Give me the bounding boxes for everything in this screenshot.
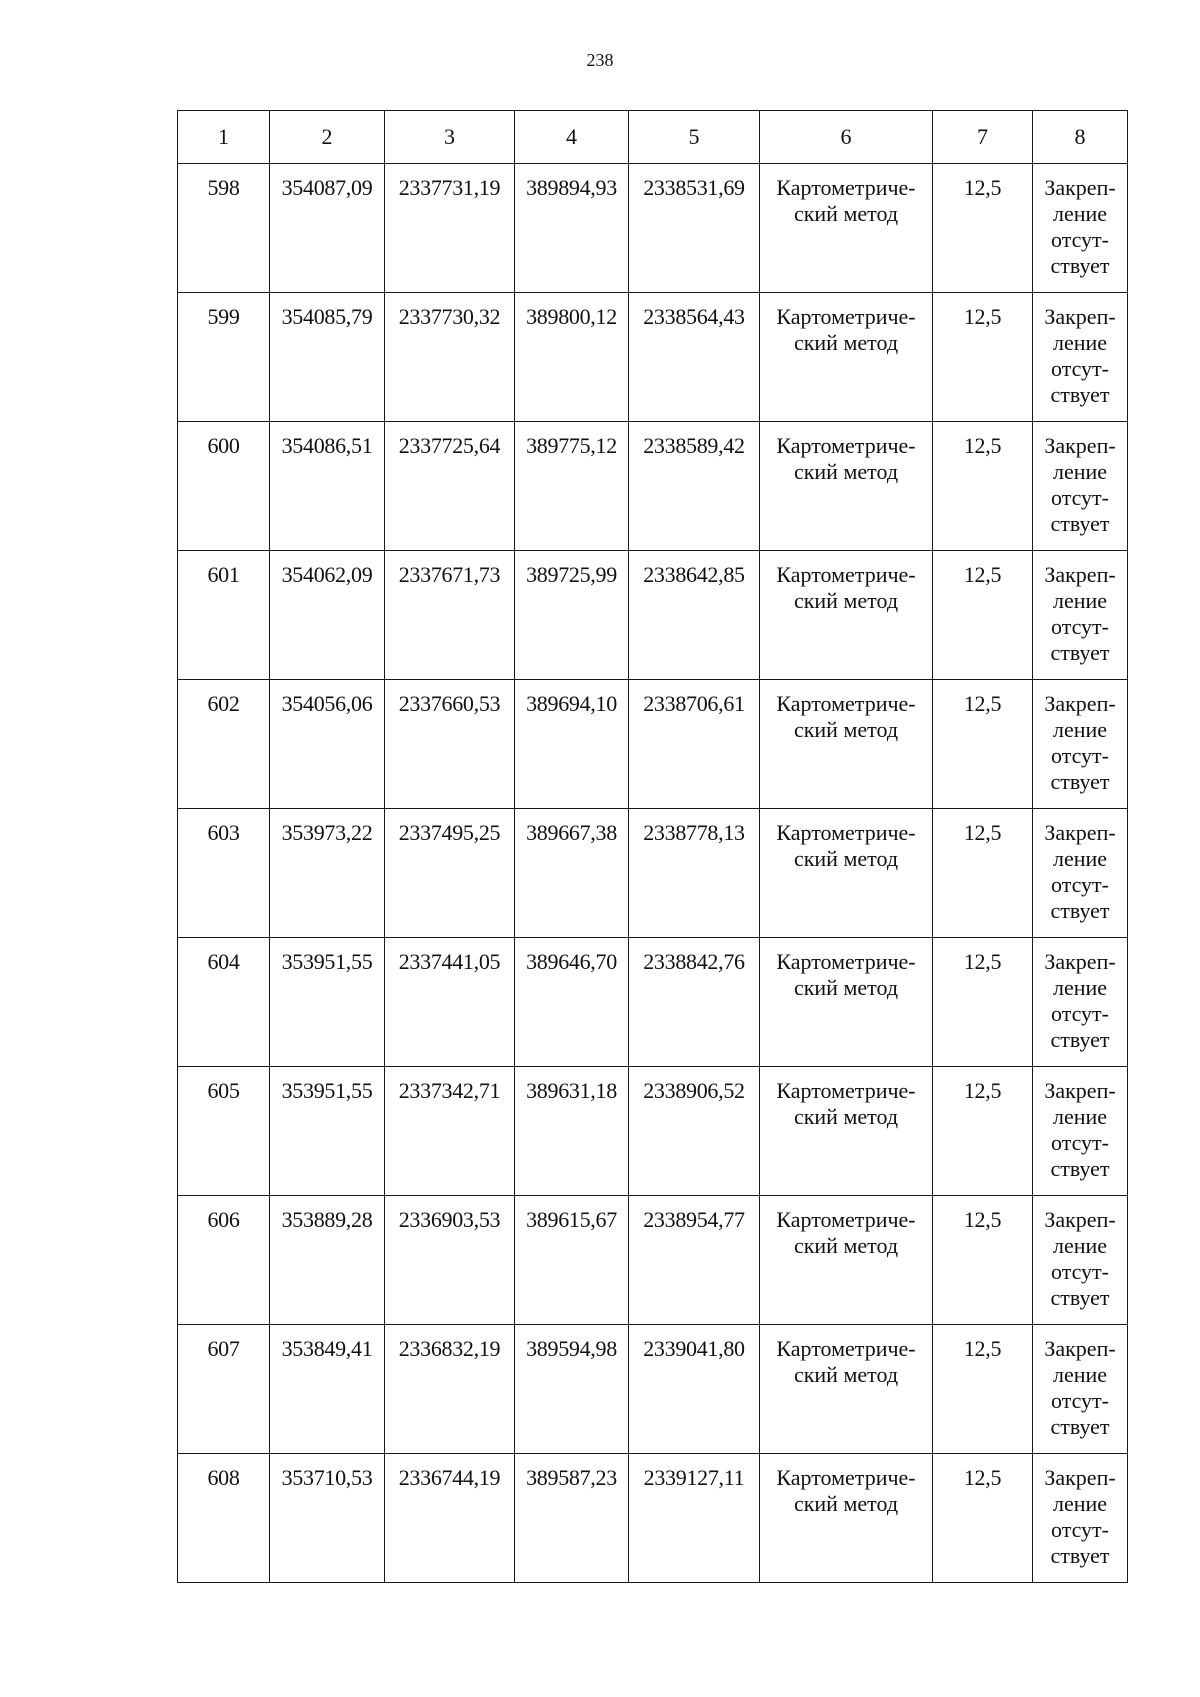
column-header: 2 xyxy=(270,111,385,164)
coordinate-cell: 353951,55 xyxy=(270,938,385,1067)
accuracy-cell: 12,5 xyxy=(933,1196,1033,1325)
method-cell xyxy=(760,1196,933,1325)
method-cell xyxy=(760,680,933,809)
fixation-line: ление xyxy=(1052,846,1108,871)
table-row xyxy=(178,938,1128,1067)
table-row xyxy=(178,1067,1128,1196)
fixation-line: Закреп- xyxy=(1044,304,1116,329)
column-header: 6 xyxy=(760,111,933,164)
fixation-line: ствует xyxy=(1050,1156,1110,1181)
coordinate-cell: 2338954,77 xyxy=(629,1196,760,1325)
column-header: 1 xyxy=(178,111,270,164)
method-cell xyxy=(760,422,933,551)
table-row xyxy=(178,809,1128,938)
coordinate-cell: 389615,67 xyxy=(515,1196,629,1325)
coordinate-cell: 2337671,73 xyxy=(385,551,515,680)
coordinate-cell: 2336832,19 xyxy=(385,1325,515,1454)
fixation-line: отсут- xyxy=(1050,485,1109,510)
method-line: Картометриче- xyxy=(776,1465,916,1490)
fixation-cell xyxy=(1033,1454,1128,1583)
coordinate-cell: 2337342,71 xyxy=(385,1067,515,1196)
method-line: ский метод xyxy=(793,975,899,1000)
fixation-line: отсут- xyxy=(1050,1388,1109,1413)
fixation-cell xyxy=(1033,809,1128,938)
table-row xyxy=(178,1325,1128,1454)
column-header: 8 xyxy=(1033,111,1128,164)
coordinate-cell: 2339041,80 xyxy=(629,1325,760,1454)
method-cell xyxy=(760,1325,933,1454)
fixation-cell xyxy=(1033,1196,1128,1325)
fixation-line: Закреп- xyxy=(1044,433,1116,458)
column-header: 5 xyxy=(629,111,760,164)
method-line: Картометриче- xyxy=(776,304,916,329)
fixation-line: ление xyxy=(1052,1104,1108,1129)
fixation-line: Закреп- xyxy=(1044,175,1116,200)
table-row xyxy=(178,1454,1128,1583)
coordinate-cell: 2337441,05 xyxy=(385,938,515,1067)
accuracy-cell: 12,5 xyxy=(933,164,1033,293)
accuracy-cell: 12,5 xyxy=(933,1454,1033,1583)
fixation-cell xyxy=(1033,164,1128,293)
coordinate-cell: 2338706,61 xyxy=(629,680,760,809)
point-number-cell: 602 xyxy=(178,680,270,809)
fixation-line: отсут- xyxy=(1050,872,1109,897)
fixation-line: отсут- xyxy=(1050,614,1109,639)
point-number-cell: 604 xyxy=(178,938,270,1067)
coordinate-cell: 354087,09 xyxy=(270,164,385,293)
fixation-line: отсут- xyxy=(1050,1130,1109,1155)
fixation-line: отсут- xyxy=(1050,1001,1109,1026)
fixation-line: ление xyxy=(1052,1233,1108,1258)
method-line: Картометриче- xyxy=(776,691,916,716)
fixation-line: ствует xyxy=(1050,640,1110,665)
table-body xyxy=(178,164,1128,1583)
accuracy-cell: 12,5 xyxy=(933,938,1033,1067)
point-number-cell: 598 xyxy=(178,164,270,293)
coordinate-cell: 2338564,43 xyxy=(629,293,760,422)
method-line: ский метод xyxy=(793,459,899,484)
page-number: 238 xyxy=(586,50,614,70)
table-row xyxy=(178,293,1128,422)
method-cell xyxy=(760,164,933,293)
fixation-cell xyxy=(1033,293,1128,422)
fixation-line: Закреп- xyxy=(1044,1078,1116,1103)
method-line: ский метод xyxy=(793,1362,899,1387)
fixation-line: ление xyxy=(1052,588,1108,613)
table-row xyxy=(178,164,1128,293)
fixation-line: Закреп- xyxy=(1044,691,1116,716)
method-line: ский метод xyxy=(793,1104,899,1129)
coordinate-cell: 2337495,25 xyxy=(385,809,515,938)
fixation-line: Закреп- xyxy=(1044,949,1116,974)
coordinate-cell: 353849,41 xyxy=(270,1325,385,1454)
fixation-line: ление xyxy=(1052,201,1108,226)
table-row xyxy=(178,1196,1128,1325)
coordinate-cell: 354085,79 xyxy=(270,293,385,422)
fixation-cell xyxy=(1033,1325,1128,1454)
method-line: ский метод xyxy=(793,1233,899,1258)
fixation-line: Закреп- xyxy=(1044,562,1116,587)
coordinate-cell: 2338778,13 xyxy=(629,809,760,938)
method-line: Картометриче- xyxy=(776,1207,916,1232)
method-cell xyxy=(760,938,933,1067)
point-number-cell: 599 xyxy=(178,293,270,422)
column-header: 4 xyxy=(515,111,629,164)
accuracy-cell: 12,5 xyxy=(933,1325,1033,1454)
point-number-cell: 607 xyxy=(178,1325,270,1454)
fixation-line: отсут- xyxy=(1050,1259,1109,1284)
fixation-line: ление xyxy=(1052,1491,1108,1516)
accuracy-cell: 12,5 xyxy=(933,1067,1033,1196)
fixation-line: отсут- xyxy=(1050,356,1109,381)
coordinate-cell: 353710,53 xyxy=(270,1454,385,1583)
method-line: ский метод xyxy=(793,846,899,871)
point-number-cell: 600 xyxy=(178,422,270,551)
fixation-cell xyxy=(1033,680,1128,809)
fixation-line: ление xyxy=(1052,330,1108,355)
method-cell xyxy=(760,293,933,422)
coordinate-cell: 389631,18 xyxy=(515,1067,629,1196)
coordinate-cell: 2338842,76 xyxy=(629,938,760,1067)
coordinate-cell: 389694,10 xyxy=(515,680,629,809)
coordinate-cell: 389594,98 xyxy=(515,1325,629,1454)
fixation-line: ствует xyxy=(1050,769,1110,794)
coordinate-cell: 389894,93 xyxy=(515,164,629,293)
coordinate-cell: 389646,70 xyxy=(515,938,629,1067)
fixation-line: отсут- xyxy=(1050,227,1109,252)
fixation-line: ствует xyxy=(1050,382,1110,407)
fixation-cell xyxy=(1033,422,1128,551)
method-line: ский метод xyxy=(793,717,899,742)
method-line: Картометриче- xyxy=(776,562,916,587)
fixation-cell xyxy=(1033,1067,1128,1196)
method-cell xyxy=(760,1067,933,1196)
fixation-line: Закреп- xyxy=(1044,1465,1116,1490)
coordinate-cell: 353951,55 xyxy=(270,1067,385,1196)
coordinate-cell: 389667,38 xyxy=(515,809,629,938)
coordinate-cell: 2337730,32 xyxy=(385,293,515,422)
fixation-line: ствует xyxy=(1050,1285,1110,1310)
coordinate-cell: 2339127,11 xyxy=(629,1454,760,1583)
method-line: Картометриче- xyxy=(776,949,916,974)
column-header: 7 xyxy=(933,111,1033,164)
fixation-line: ствует xyxy=(1050,1414,1110,1439)
coordinate-cell: 389800,12 xyxy=(515,293,629,422)
coordinate-cell: 389587,23 xyxy=(515,1454,629,1583)
coordinate-cell: 389775,12 xyxy=(515,422,629,551)
point-number-cell: 606 xyxy=(178,1196,270,1325)
fixation-line: ствует xyxy=(1050,1027,1110,1052)
coordinate-cell: 353973,22 xyxy=(270,809,385,938)
accuracy-cell: 12,5 xyxy=(933,422,1033,551)
method-line: ский метод xyxy=(793,1491,899,1516)
coordinate-cell: 2337731,19 xyxy=(385,164,515,293)
method-line: Картометриче- xyxy=(776,175,916,200)
coordinate-cell: 2336744,19 xyxy=(385,1454,515,1583)
coordinate-cell: 2338589,42 xyxy=(629,422,760,551)
fixation-line: отсут- xyxy=(1050,743,1109,768)
point-number-cell: 601 xyxy=(178,551,270,680)
accuracy-cell: 12,5 xyxy=(933,680,1033,809)
coordinate-cell: 2338642,85 xyxy=(629,551,760,680)
point-number-cell: 603 xyxy=(178,809,270,938)
fixation-line: Закреп- xyxy=(1044,1207,1116,1232)
point-number-cell: 608 xyxy=(178,1454,270,1583)
fixation-line: ствует xyxy=(1050,511,1110,536)
accuracy-cell: 12,5 xyxy=(933,809,1033,938)
accuracy-cell: 12,5 xyxy=(933,551,1033,680)
fixation-line: ствует xyxy=(1050,253,1110,278)
coordinate-cell: 2338531,69 xyxy=(629,164,760,293)
point-number-cell: 605 xyxy=(178,1067,270,1196)
coordinate-cell: 354086,51 xyxy=(270,422,385,551)
fixation-line: отсут- xyxy=(1050,1517,1109,1542)
method-line: Картометриче- xyxy=(776,433,916,458)
method-line: Картометриче- xyxy=(776,1336,916,1361)
table-row xyxy=(178,551,1128,680)
fixation-line: Закреп- xyxy=(1044,820,1116,845)
table-row xyxy=(178,680,1128,809)
fixation-cell xyxy=(1033,938,1128,1067)
method-cell xyxy=(760,1454,933,1583)
fixation-line: ление xyxy=(1052,975,1108,1000)
method-line: Картометриче- xyxy=(776,1078,916,1103)
coordinate-cell: 354062,09 xyxy=(270,551,385,680)
coordinate-cell: 389725,99 xyxy=(515,551,629,680)
coordinate-cell: 2338906,52 xyxy=(629,1067,760,1196)
fixation-line: ствует xyxy=(1050,1543,1110,1568)
method-line: ский метод xyxy=(793,588,899,613)
coordinate-cell: 354056,06 xyxy=(270,680,385,809)
column-header: 3 xyxy=(385,111,515,164)
fixation-line: ление xyxy=(1052,717,1108,742)
accuracy-cell: 12,5 xyxy=(933,293,1033,422)
fixation-line: ление xyxy=(1052,459,1108,484)
method-line: Картометриче- xyxy=(776,820,916,845)
table-row xyxy=(178,422,1128,551)
method-line: ский метод xyxy=(793,201,899,226)
fixation-line: Закреп- xyxy=(1044,1336,1116,1361)
method-cell xyxy=(760,551,933,680)
coordinate-cell: 353889,28 xyxy=(270,1196,385,1325)
coordinate-cell: 2336903,53 xyxy=(385,1196,515,1325)
method-cell xyxy=(760,809,933,938)
method-line: ский метод xyxy=(793,330,899,355)
coordinates-table xyxy=(177,110,1128,1583)
coordinate-cell: 2337725,64 xyxy=(385,422,515,551)
coordinate-cell: 2337660,53 xyxy=(385,680,515,809)
fixation-line: ление xyxy=(1052,1362,1108,1387)
table-header-row xyxy=(178,111,1128,164)
fixation-line: ствует xyxy=(1050,898,1110,923)
fixation-cell xyxy=(1033,551,1128,680)
